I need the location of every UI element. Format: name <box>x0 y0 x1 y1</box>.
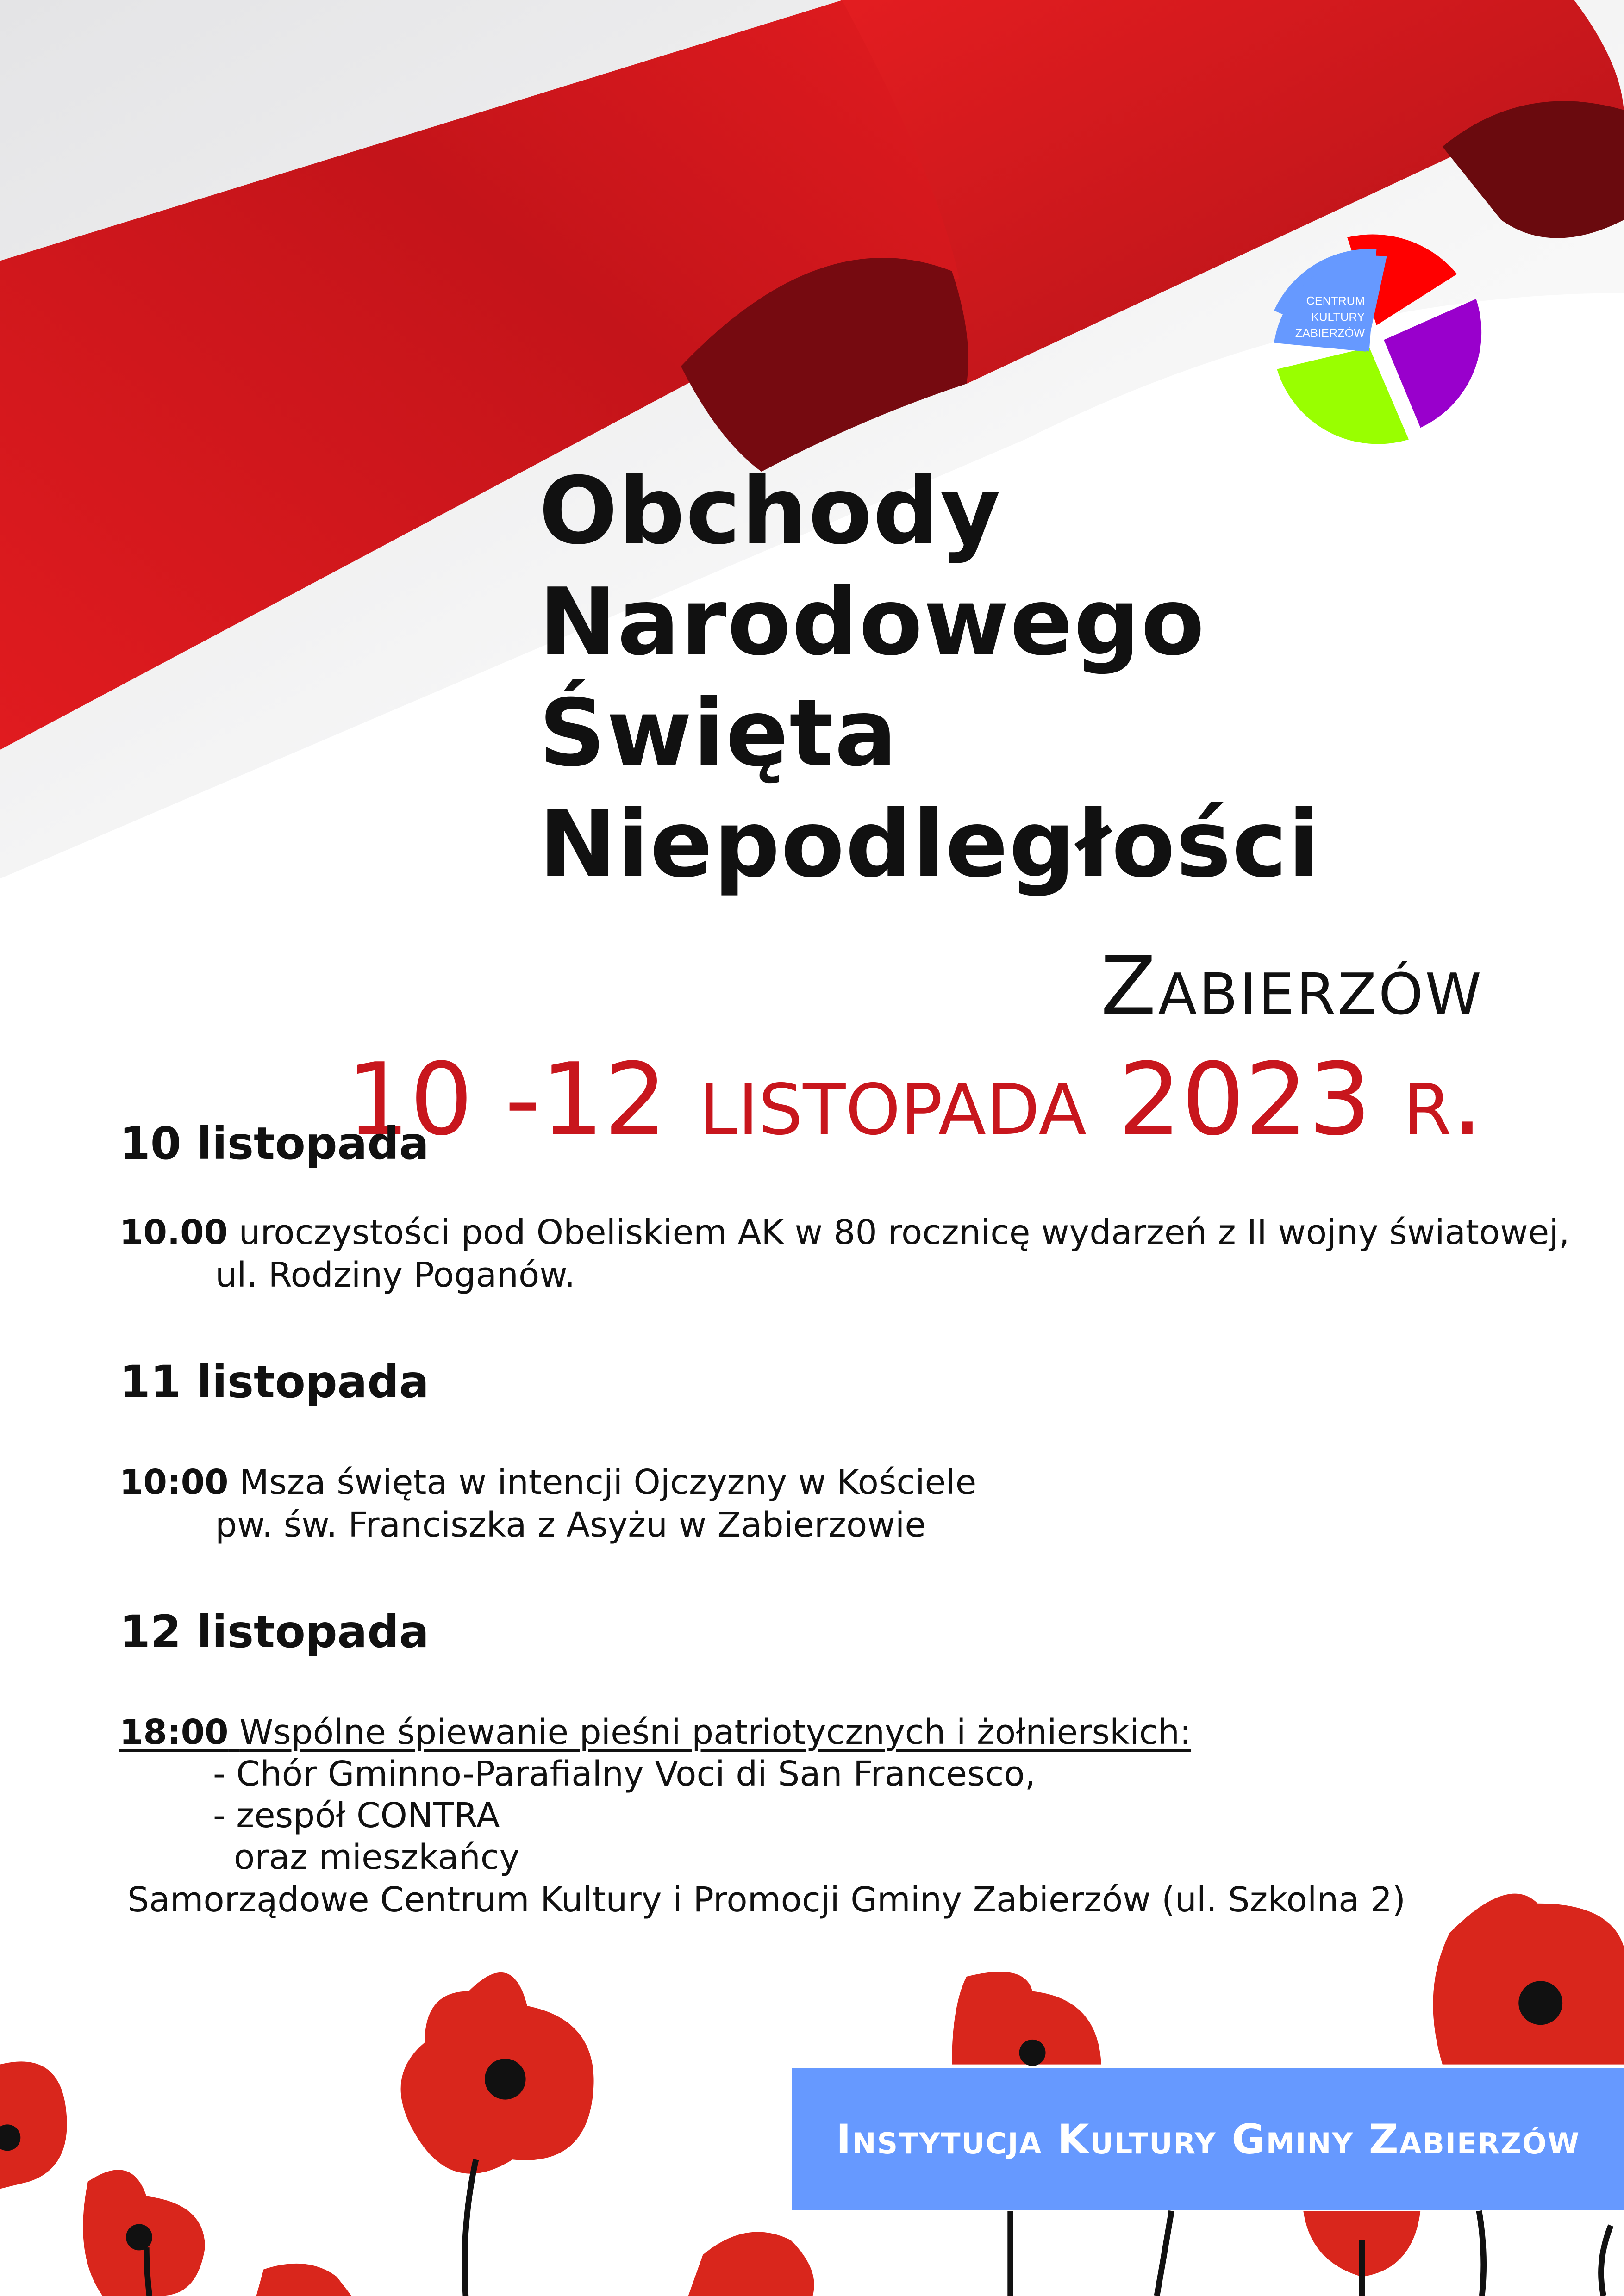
event-title <box>539 456 1320 900</box>
time: 18:00 <box>119 1712 229 1752</box>
schedule-entry-cont: ul. Rodziny Poganów. <box>215 1255 575 1295</box>
schedule-entry <box>119 1712 1191 1752</box>
town-name: Zabierzów <box>1100 940 1483 1033</box>
performer-item: - zespół CONTRA <box>213 1796 500 1836</box>
title-line: Narodowego <box>539 568 1206 676</box>
title-line: Święta <box>539 679 898 787</box>
svg-text:ZABIERZÓW: ZABIERZÓW <box>1295 327 1365 340</box>
event-dates: 10 -12 listopada 2023 r. <box>346 1041 1483 1157</box>
event-venue: Samorządowe Centrum Kultury i Promocji Gminy Zabierzów (ul. Szkolna 2) <box>127 1880 1406 1920</box>
footer-banner <box>792 2068 1624 2210</box>
description: Msza święta w intencji Ojczyzny w Kościele <box>239 1462 977 1502</box>
day-heading: 11 listopada <box>119 1356 429 1408</box>
title-line: Niepodległości <box>539 790 1321 898</box>
footer-text: Instytucja Kultury Gminy Zabierzów <box>836 2116 1580 2163</box>
svg-text:KULTURY: KULTURY <box>1311 311 1365 324</box>
day-heading: 10 listopada <box>119 1118 429 1170</box>
schedule-entry <box>119 1213 1569 1252</box>
svg-text:CENTRUM: CENTRUM <box>1306 294 1365 308</box>
time: 10.00 <box>119 1213 228 1252</box>
performer-item: - Chór Gminno-Parafialny Voci di San Francesco, <box>213 1754 1036 1794</box>
day-heading: 12 listopada <box>119 1606 429 1658</box>
schedule-entry-cont: pw. św. Franciszka z Asyżu w Zabierzowie <box>215 1505 926 1545</box>
performer-item: oraz mieszkańcy <box>234 1837 520 1877</box>
schedule-entry <box>119 1462 976 1502</box>
description: uroczystości pod Obeliskiem AK w 80 rocznicę wydarzeń z II wojny światowej, <box>238 1213 1570 1252</box>
description: Wspólne śpiewanie pieśni patriotycznych i żołnierskich: <box>239 1712 1192 1752</box>
time: 10:00 <box>119 1462 229 1502</box>
title-line: Obchody <box>539 457 1002 565</box>
